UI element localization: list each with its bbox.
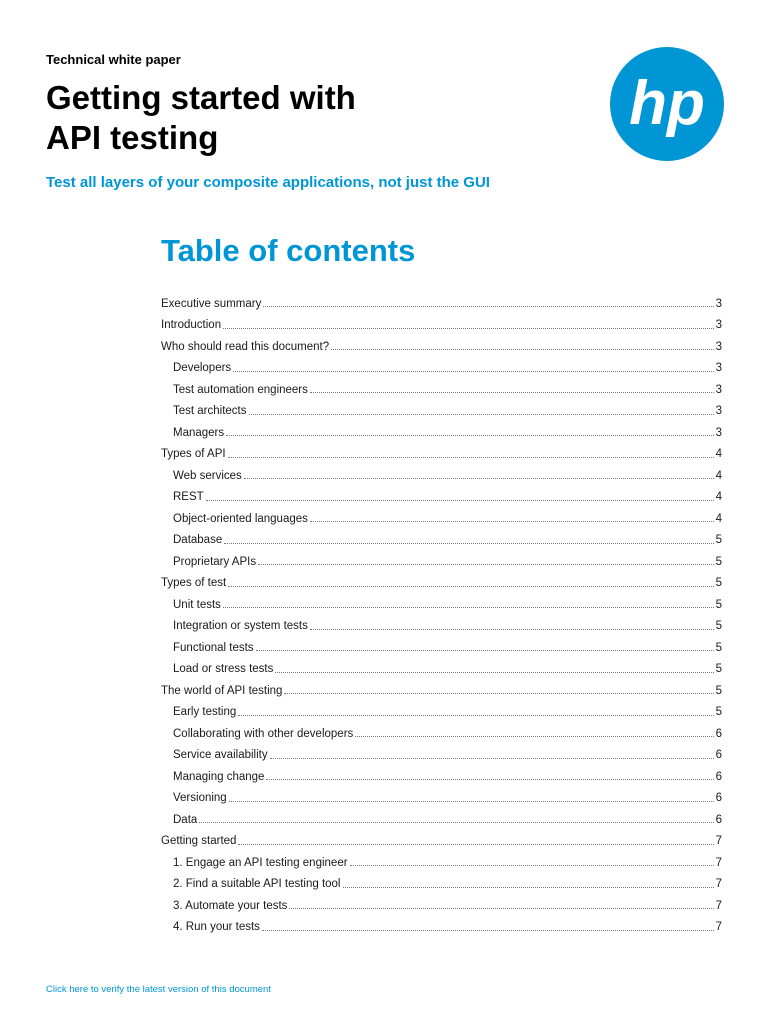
toc-dot-leader	[289, 908, 713, 909]
toc-dot-leader	[199, 822, 713, 823]
toc-entry[interactable]	[161, 551, 722, 573]
toc-entry-label: Test architects	[173, 405, 247, 418]
toc-dot-leader	[266, 779, 713, 780]
toc-entry[interactable]	[161, 379, 722, 401]
toc-entry[interactable]	[161, 444, 722, 466]
toc-entry-label: Types of test	[161, 577, 227, 590]
toc-entry[interactable]	[161, 874, 722, 896]
toc-dot-leader	[284, 693, 713, 694]
toc-entry[interactable]	[161, 487, 722, 509]
toc-entry-label: Data	[173, 813, 198, 826]
toc-dot-leader	[249, 414, 714, 415]
toc-dot-leader	[238, 715, 713, 716]
toc-dot-leader	[224, 543, 713, 544]
toc-entry[interactable]	[161, 723, 722, 745]
toc-dot-leader	[229, 801, 714, 802]
toc-entry-page-number: 6	[715, 727, 722, 740]
toc-dot-leader	[223, 607, 714, 608]
toc-entry-page-number: 7	[715, 835, 722, 848]
toc-entry-label: Managing change	[173, 770, 265, 783]
toc-entry-page-number: 3	[715, 426, 722, 439]
toc-dot-leader	[206, 500, 714, 501]
toc-entry-page-number: 4	[715, 448, 722, 461]
toc-entry-page-number: 5	[715, 598, 722, 611]
toc-entry-label: Getting started	[161, 835, 237, 848]
toc-entry[interactable]	[161, 594, 722, 616]
toc-entry-page-number: 4	[715, 469, 722, 482]
toc-entry-page-number: 5	[715, 684, 722, 697]
toc-entry-page-number: 3	[715, 319, 722, 332]
toc-entry-label: Developers	[173, 362, 232, 375]
toc-entry-page-number: 3	[715, 405, 722, 418]
toc-dot-leader	[223, 328, 713, 329]
verify-version-link[interactable]: Click here to verify the latest version of this document	[46, 984, 271, 995]
toc-entry-page-number: 3	[715, 362, 722, 375]
toc-entry[interactable]	[161, 616, 722, 638]
toc-entry-page-number: 5	[715, 534, 722, 547]
toc-entry[interactable]	[161, 508, 722, 530]
toc-entry-label: Object-oriented languages	[173, 512, 308, 525]
toc-entry-label: Database	[173, 534, 223, 547]
toc-entry-label: Load or stress tests	[173, 663, 274, 676]
toc-entry[interactable]	[161, 702, 722, 724]
toc-entry-label: The world of API testing	[161, 684, 283, 697]
table-of-contents	[161, 293, 722, 938]
toc-entry-label: 2. Find a suitable API testing tool	[173, 878, 341, 891]
toc-entry[interactable]	[161, 637, 722, 659]
toc-entry-label: Early testing	[173, 706, 237, 719]
toc-entry-label: Executive summary	[161, 297, 262, 310]
toc-dot-leader	[270, 758, 714, 759]
document-type-label: Technical white paper	[46, 52, 181, 67]
toc-entry-label: Integration or system tests	[173, 620, 308, 633]
toc-dot-leader	[262, 930, 714, 931]
toc-entry-label: Types of API	[161, 448, 226, 461]
toc-entry-label: Proprietary APIs	[173, 555, 257, 568]
toc-entry-label: Unit tests	[173, 598, 221, 611]
toc-dot-leader	[258, 564, 714, 565]
toc-entry-label: Functional tests	[173, 641, 254, 654]
toc-entry[interactable]	[161, 530, 722, 552]
toc-entry-label: Introduction	[161, 319, 222, 332]
toc-entry-page-number: 6	[715, 770, 722, 783]
toc-dot-leader	[226, 435, 713, 436]
toc-entry-page-number: 7	[715, 856, 722, 869]
toc-entry-page-number: 5	[715, 577, 722, 590]
toc-dot-leader	[355, 736, 713, 737]
toc-entry-label: Versioning	[173, 792, 227, 805]
hp-logo-icon	[610, 47, 724, 161]
toc-entry[interactable]	[161, 852, 722, 874]
toc-entry-label: 4. Run your tests	[173, 921, 260, 934]
toc-dot-leader	[310, 521, 714, 522]
document-subtitle: Test all layers of your composite applications, not just the GUI	[46, 174, 490, 191]
toc-entry-page-number: 6	[715, 749, 722, 762]
toc-entry[interactable]	[161, 745, 722, 767]
toc-entry[interactable]	[161, 831, 722, 853]
toc-entry-page-number: 6	[715, 813, 722, 826]
toc-entry-label: Web services	[173, 469, 242, 482]
toc-entry[interactable]	[161, 680, 722, 702]
toc-entry[interactable]	[161, 895, 722, 917]
toc-entry-label: 3. Automate your tests	[173, 899, 288, 912]
toc-dot-leader	[233, 371, 713, 372]
toc-entry-page-number: 3	[715, 383, 722, 396]
toc-dot-leader	[310, 392, 714, 393]
toc-entry-page-number: 5	[715, 620, 722, 633]
toc-entry[interactable]	[161, 917, 722, 939]
toc-entry-page-number: 7	[715, 899, 722, 912]
toc-entry[interactable]	[161, 293, 722, 315]
toc-entry-label: 1. Engage an API testing engineer	[173, 856, 348, 869]
toc-entry-label: Test automation engineers	[173, 383, 308, 396]
toc-heading: Table of contents	[161, 233, 416, 268]
toc-entry-page-number: 5	[715, 555, 722, 568]
toc-entry[interactable]	[161, 659, 722, 681]
toc-entry-label: Managers	[173, 426, 225, 439]
toc-dot-leader	[350, 865, 714, 866]
toc-dot-leader	[331, 349, 713, 350]
toc-dot-leader	[310, 629, 714, 630]
toc-entry-page-number: 4	[715, 512, 722, 525]
toc-entry-page-number: 5	[715, 706, 722, 719]
hp-logo	[610, 47, 724, 161]
toc-entry[interactable]	[161, 573, 722, 595]
toc-entry-page-number: 7	[715, 878, 722, 891]
toc-entry[interactable]	[161, 401, 722, 423]
toc-entry-page-number: 3	[715, 297, 722, 310]
toc-dot-leader	[228, 457, 714, 458]
toc-entry[interactable]	[161, 465, 722, 487]
toc-entry[interactable]	[161, 422, 722, 444]
toc-entry[interactable]	[161, 358, 722, 380]
toc-entry-label: Service availability	[173, 749, 268, 762]
hp-logo-text: hp	[629, 69, 705, 138]
toc-entry-page-number: 7	[715, 921, 722, 934]
toc-entry-page-number: 4	[715, 491, 722, 504]
toc-dot-leader	[343, 887, 714, 888]
toc-entry[interactable]	[161, 809, 722, 831]
toc-entry-label: Collaborating with other developers	[173, 727, 354, 740]
toc-entry-page-number: 5	[715, 663, 722, 676]
document-title-line-2: API testing	[46, 119, 219, 156]
document-title-line-1: Getting started with	[46, 79, 356, 116]
toc-dot-leader	[275, 672, 713, 673]
toc-entry-page-number: 3	[715, 340, 722, 353]
toc-entry-page-number: 5	[715, 641, 722, 654]
toc-entry-page-number: 6	[715, 792, 722, 805]
toc-entry-label: REST	[173, 491, 204, 504]
document-title	[46, 78, 356, 158]
toc-entry[interactable]	[161, 315, 722, 337]
toc-entry[interactable]	[161, 766, 722, 788]
toc-dot-leader	[256, 650, 714, 651]
toc-dot-leader	[263, 306, 713, 307]
toc-entry[interactable]	[161, 336, 722, 358]
toc-dot-leader	[238, 844, 713, 845]
toc-dot-leader	[228, 586, 713, 587]
toc-entry-label: Who should read this document?	[161, 340, 330, 353]
toc-entry[interactable]	[161, 788, 722, 810]
toc-dot-leader	[244, 478, 714, 479]
